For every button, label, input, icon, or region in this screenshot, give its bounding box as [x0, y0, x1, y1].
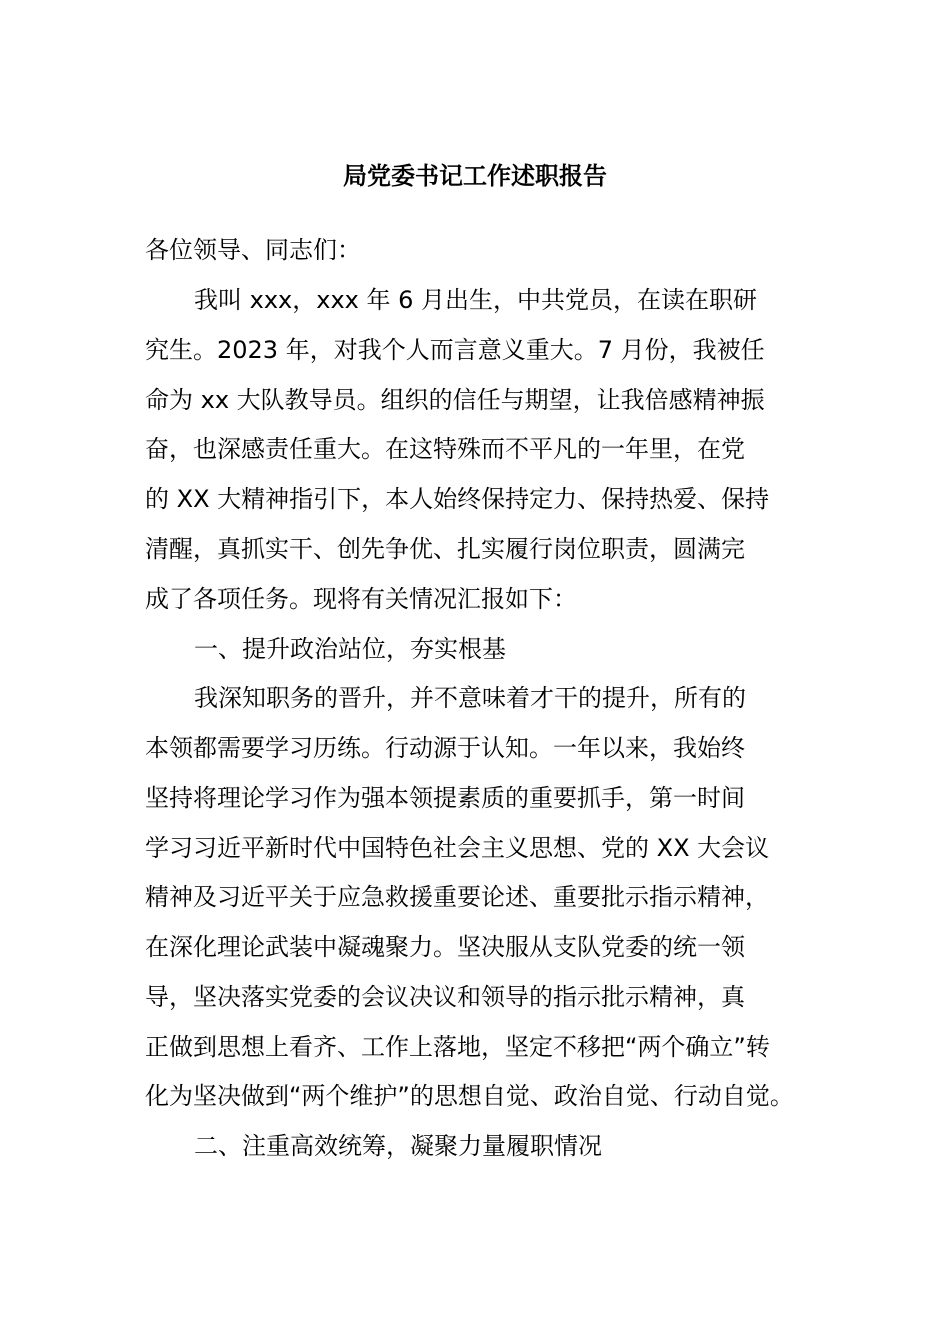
document-title: 局党委书记工作述职报告: [343, 162, 607, 190]
paragraph-line: 精神及习近平关于应急救援重要论述、重要批示指示精神，: [145, 883, 769, 911]
paragraph-line: 清醒，真抓实干、创先争优、扎实履行岗位职责，圆满完: [145, 535, 745, 563]
section-heading-2: 二、注重高效统筹，凝聚力量履职情况: [194, 1132, 602, 1160]
paragraph-line: 我深知职务的晋升，并不意味着才干的提升，所有的: [194, 684, 746, 712]
paragraph-line: 奋，也深感责任重大。在这特殊而不平凡的一年里，在党: [145, 435, 745, 463]
paragraph-line: 的 XX 大精神指引下，本人始终保持定力、保持热爱、保持: [145, 485, 770, 513]
paragraph-line: 导，坚决落实党委的会议决议和领导的指示批示精神，真: [145, 983, 745, 1011]
paragraph-line: 坚持将理论学习作为强本领提素质的重要抓手，第一时间: [145, 784, 745, 812]
paragraph-line: 我叫 xxx，xxx 年 6 月出生，中共党员，在读在职研: [194, 286, 758, 314]
section-heading-1: 一、提升政治站位，夯实根基: [194, 635, 506, 663]
paragraph-line: 化为坚决做到“两个维护”的思想自觉、政治自觉、行动自觉。: [145, 1082, 794, 1110]
paragraph-line: 本领都需要学习历练。行动源于认知。一年以来，我始终: [145, 734, 745, 762]
paragraph-line: 在深化理论武装中凝魂聚力。坚决服从支队党委的统一领: [145, 933, 745, 961]
salutation: 各位领导、同志们：: [145, 236, 361, 264]
paragraph-line: 学习习近平新时代中国特色社会主义思想、党的 XX 大会议: [145, 834, 770, 862]
paragraph-line: 成了各项任务。现将有关情况汇报如下：: [145, 585, 577, 613]
paragraph-line: 命为 xx 大队教导员。组织的信任与期望，让我倍感精神振: [145, 386, 765, 414]
paragraph-line: 究生。2023 年，对我个人而言意义重大。7 月份，我被任: [145, 336, 765, 364]
paragraph-line: 正做到思想上看齐、工作上落地，坚定不移把“两个确立”转: [145, 1033, 770, 1061]
